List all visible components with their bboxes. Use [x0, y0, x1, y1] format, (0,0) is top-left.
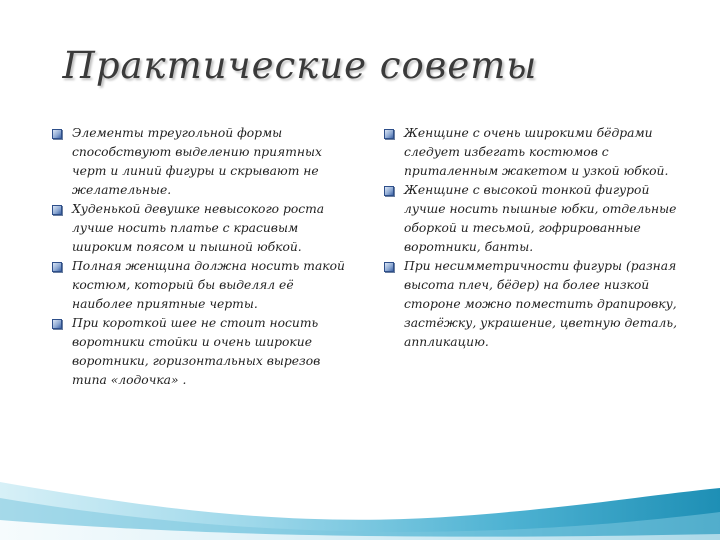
list-item	[384, 257, 684, 352]
list-item	[52, 200, 352, 257]
list-item-text: Худенькой девушке невысокого роста лучше носить платье с красивым широким поясом и пышной юбкой.	[72, 202, 325, 254]
square-bullet-icon	[52, 262, 62, 272]
square-bullet-icon	[384, 262, 394, 272]
list-item-text: При короткой шее не стоит носить воротники стойки и очень широкие воротники, горизонтальных вырезов типа «лодочка» .	[72, 316, 321, 387]
decorative-wave	[0, 440, 720, 540]
square-bullet-icon	[52, 319, 62, 329]
left-bullet-list	[52, 124, 352, 390]
square-bullet-icon	[384, 186, 394, 196]
square-bullet-icon	[384, 129, 394, 139]
list-item	[384, 124, 684, 181]
list-item	[52, 257, 352, 314]
list-item-text: Женщине с высокой тонкой фигурой лучше носить пышные юбки, отдельные оборкой и тесьмой, гофрированные воротники, банты.	[404, 183, 677, 254]
list-item-text: При несимметричности фигуры (разная высота плеч, бёдер) на более низкой стороне можно поместить драпировку, застёжку, украшение, цветную деталь, аппликацию.	[404, 259, 677, 349]
list-item	[384, 181, 684, 257]
square-bullet-icon	[52, 129, 62, 139]
list-item-text: Женщине с очень широкими бёдрами следует избегать костюмов с приталенным жакетом и узкой юбкой.	[404, 126, 669, 178]
list-item-text: Элементы треугольной формы способствуют выделению приятных черт и линий фигуры и скрывают не желательные.	[72, 126, 322, 197]
square-bullet-icon	[52, 205, 62, 215]
list-item	[52, 314, 352, 390]
right-bullet-list	[384, 124, 684, 352]
list-item	[52, 124, 352, 200]
slide-title: Практические советы	[62, 44, 538, 87]
list-item-text: Полная женщина должна носить такой костюм, который бы выделял её наиболее приятные черты.	[72, 259, 345, 311]
